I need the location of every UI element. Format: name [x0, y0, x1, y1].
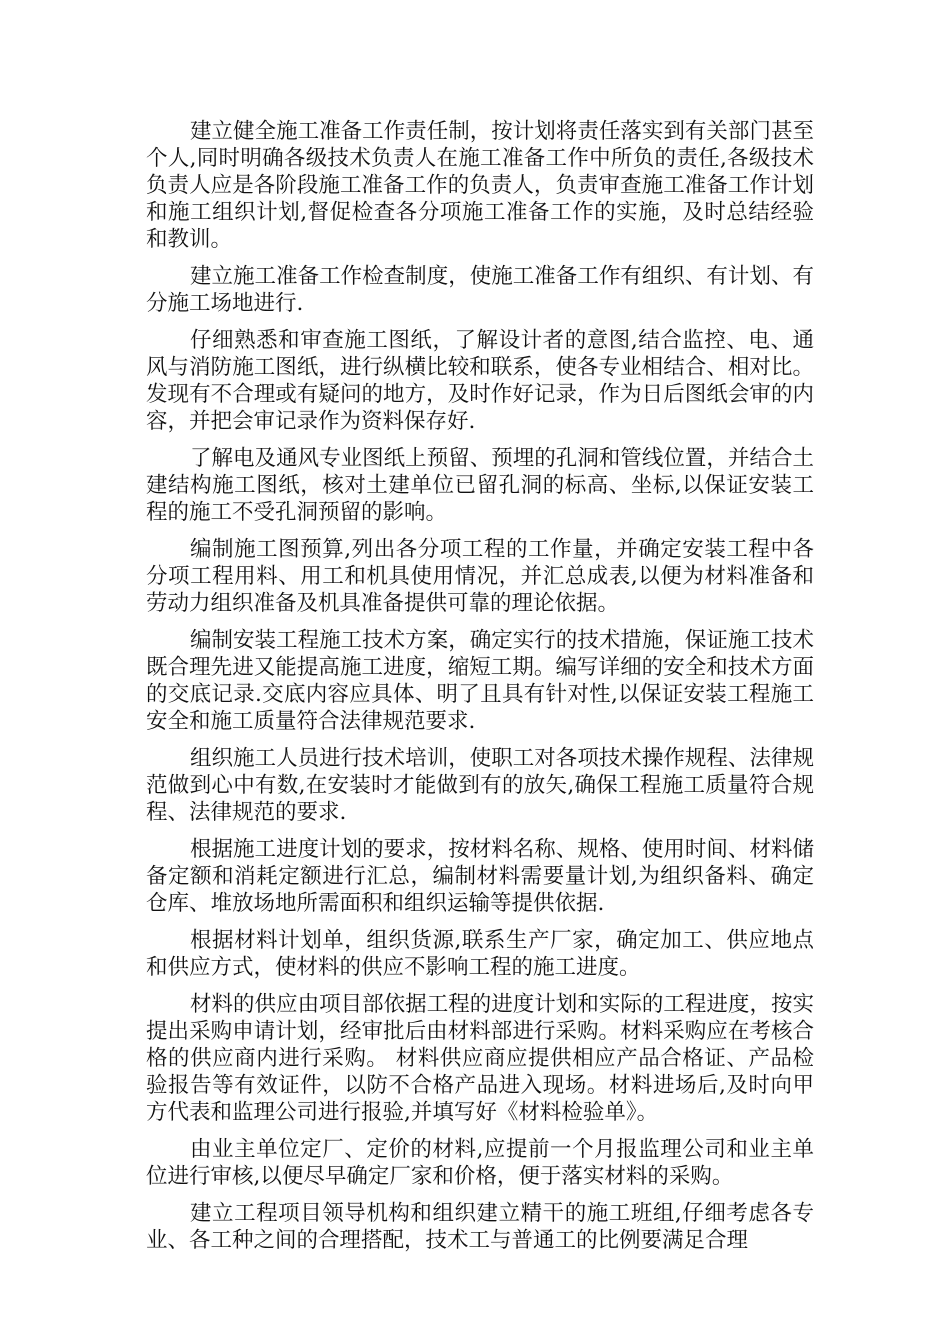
paragraph: 由业主单位定厂、定价的材料,应提前一个月报监理公司和业主单位进行审核,以便尽早确定厂家和价格，便于落实材料的采购。	[146, 1137, 814, 1189]
paragraph: 建立健全施工准备工作责任制，按计划将责任落实到有关部门甚至个人,同时明确各级技术负责人在施工准备工作中所负的责任,各级技术负责人应是各阶段施工准备工作的负责人，负责审查施工准备工作计划和施工组织计划,督促检查各分项施工准备工作的实施，及时总结经验和教训。	[146, 119, 814, 252]
paragraph: 建立施工准备工作检查制度，使施工准备工作有组织、有计划、有分施工场地进行.	[146, 264, 814, 316]
paragraph: 仔细熟悉和审查施工图纸，了解设计者的意图,结合监控、电、通风与消防施工图纸，进行纵横比较和联系，使各专业相结合、相对比。发现有不合理或有疑问的地方，及时作好记录，作为日后图纸会审的内容，并把会审记录作为资料保存好.	[146, 328, 814, 434]
paragraph: 根据材料计划单，组织货源,联系生产厂家，确定加工、供应地点和供应方式，使材料的供应不影响工程的施工进度。	[146, 928, 814, 980]
paragraph: 组织施工人员进行技术培训，使职工对各项技术操作规程、法律规范做到心中有数,在安装时才能做到有的放矢,确保工程施工质量符合规程、法律规范的要求.	[146, 746, 814, 825]
paragraph: 建立工程项目领导机构和组织建立精干的施工班组,仔细考虑各专业、各工种之间的合理搭配，技术工与普通工的比例要满足合理	[146, 1201, 814, 1253]
paragraph: 根据施工进度计划的要求，按材料名称、规格、使用时间、材料储备定额和消耗定额进行汇总，编制材料需要量计划,为组织备料、确定仓库、堆放场地所需面积和组织运输等提供依据.	[146, 837, 814, 916]
paragraph: 了解电及通风专业图纸上预留、预埋的孔洞和管线位置，并结合土建结构施工图纸，核对土建单位已留孔洞的标高、坐标,以保证安装工程的施工不受孔洞预留的影响。	[146, 446, 814, 525]
paragraph: 材料的供应由项目部依据工程的进度计划和实际的工程进度，按实提出采购申请计划，经审批后由材料部进行采购。材料采购应在考核合格的供应商内进行采购。 材料供应商应提供相应产品合格证、产品检验报告等有效证件，以防不合格产品进入现场。材料进场后,及时向甲方代表和监理公司进行报验,并填写好《材料检验单》。	[146, 992, 814, 1125]
paragraph: 编制施工图预算,列出各分项工程的工作量，并确定安装工程中各分项工程用料、用工和机具使用情况，并汇总成表,以便为材料准备和劳动力组织准备及机具准备提供可靠的理论依据。	[146, 537, 814, 616]
paragraph: 编制安装工程施工技术方案，确定实行的技术措施，保证施工技术既合理先进又能提高施工进度，缩短工期。编写详细的安全和技术方面的交底记录.交底内容应具体、明了且具有针对性,以保证安装工程施工安全和施工质量符合法律规范要求.	[146, 628, 814, 734]
document-page	[146, 118, 814, 1264]
